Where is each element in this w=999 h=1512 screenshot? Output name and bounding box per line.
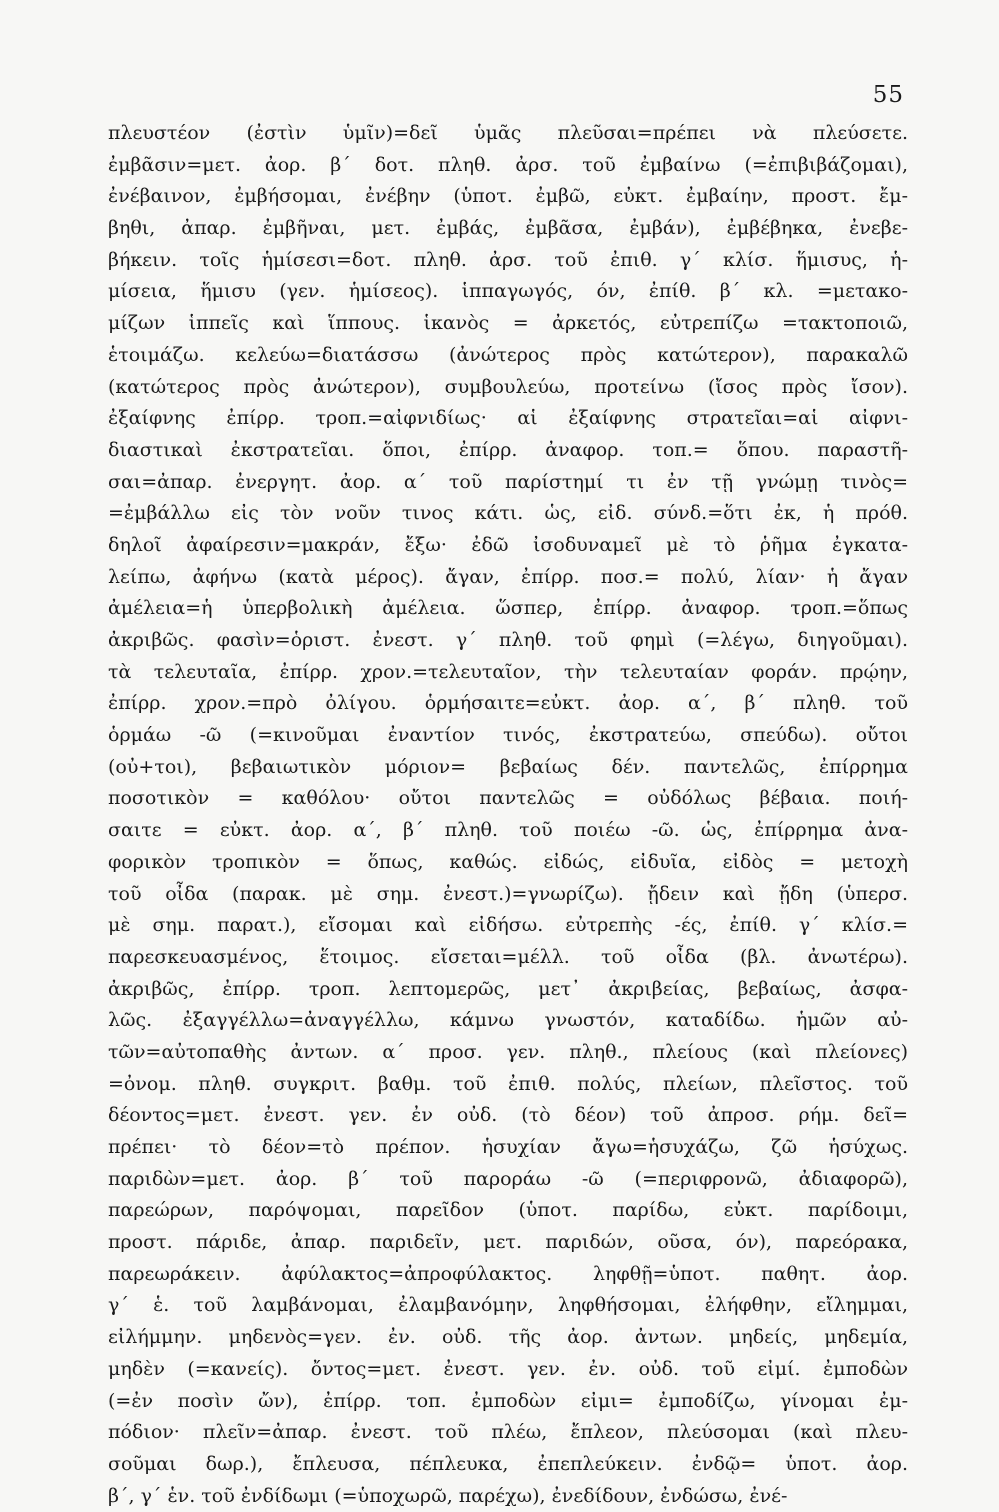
text-line: =ὀνομ. πληθ. συγκριτ. βαθμ. τοῦ ἐπιθ. πολύς, πλείων, πλεῖστος. τοῦ (108, 1072, 908, 1095)
text-line: παρεωράκειν. ἀφύλακτος=ἀπροφύλακτος. ληφθῇ=ὑποτ. παθητ. ἀορ. (108, 1262, 908, 1285)
text-line: διαστικαὶ ἐκστρατεῖαι. ὅποι, ἐπίρρ. ἀναφορ. τοπ.= ὅπου. παραστῆ- (108, 438, 908, 461)
text-line: ὁρμάω -ῶ (=κινοῦμαι ἐναντίον τινός, ἐκστρατεύω, σπεύδω). οὔτοι (108, 724, 908, 747)
text-line: ἀκριβῶς, ἐπίρρ. τροπ. λεπτομερῶς, μετ᾽ ἀκριβείας, βεβαίως, ἀσφα- (108, 977, 908, 1000)
text-line: μίζων ἱππεῖς καὶ ἵππους. ἱκανὸς = ἀρκετός, εὐτρεπίζω =τακτοποιῶ, (108, 312, 908, 335)
text-line: ἑτοιμάζω. κελεύω=διατάσσω (ἀνώτερος πρὸς κατώτερον), παρακαλῶ (108, 343, 908, 366)
text-line: μὲ σημ. παρατ.), εἴσομαι καὶ εἰδήσω. εὐτρεπὴς -ές, ἐπίθ. γ΄ κλίσ.= (108, 914, 908, 937)
text-line: ἐπίρρ. χρον.=πρὸ ὀλίγου. ὁρμήσαιτε=εὐκτ. ἀορ. α΄, β΄ πληθ. τοῦ (108, 692, 908, 715)
text-line: β΄, γ΄ ἑν. τοῦ ἐνδίδωμι (=ὑποχωρῶ, παρέχω), ἐνεδίδουν, ἐνδώσω, ἐνέ- (108, 1484, 788, 1507)
text-line: τῶν=αὐτοπαθὴς ἀντων. α΄ προσ. γεν. πληθ., πλείους (καὶ πλείονες) (108, 1040, 908, 1063)
text-line: παρεσκευασμένος, ἕτοιμος. εἴσεται=μέλλ. τοῦ οἶδα (βλ. ἀνωτέρω). (108, 945, 908, 968)
text-line: γ΄ ἑ. τοῦ λαμβάνομαι, ἐλαμβανόμην, ληφθήσομαι, ἐλήφθην, εἴλημμαι, (108, 1294, 908, 1317)
text-line: βηθι, ἀπαρ. ἐμβῆναι, μετ. ἐμβάς, ἐμβᾶσα, ἐμβάν), ἐμβέβηκα, ἐνεβε- (108, 217, 908, 240)
text-line: παρεώρων, παρόψομαι, παρεῖδον (ὑποτ. παρίδω, εὐκτ. παρίδοιμι, (108, 1199, 908, 1222)
text-line: φορικὸν τροπικὸν = ὅπως, καθώς. εἰδώς, εἰδυῖα, εἰδὸς = μετοχὴ (108, 850, 908, 873)
text-line: ἐμβᾶσιν=μετ. ἀορ. β΄ δοτ. πληθ. ἀρσ. τοῦ ἐμβαίνω (=ἐπιβιβάζομαι), (108, 153, 908, 176)
text-line: ποσοτικὸν = καθόλου· οὔτοι παντελῶς = οὐδόλως βέβαια. ποιή- (108, 787, 908, 810)
text-line: εἰλήμμην. μηδενὸς=γεν. ἐν. οὐδ. τῆς ἀορ. ἀντων. μηδείς, μηδεμία, (108, 1326, 908, 1349)
text-line: πλευστέον (ἐστὶν ὑμῖν)=δεῖ ὑμᾶς πλεῦσαι=πρέπει νὰ πλεύσετε. (108, 122, 908, 144)
text-line: ἐνέβαινον, ἐμβήσομαι, ἐνέβην (ὑποτ. ἐμβῶ, εὐκτ. ἐμβαίην, προστ. ἔμ- (108, 185, 908, 208)
text-line: δηλοῖ ἀφαίρεσιν=μακράν, ἔξω· ἐδῶ ἰσοδυναμεῖ μὲ τὸ ῥῆμα ἐγκατα- (108, 533, 908, 556)
text-line: σοῦμαι δωρ.), ἔπλευσα, πέπλευκα, ἐπεπλεύκειν. ἐνδῷ= ὑποτ. ἀορ. (108, 1452, 908, 1475)
text-line: δέοντος=μετ. ἐνεστ. γεν. ἐν οὐδ. (τὸ δέον) τοῦ ἀπροσ. ρήμ. δεῖ= (108, 1104, 908, 1127)
page-number: 55 (872, 82, 904, 108)
text-line: μηδὲν (=κανείς). ὄντος=μετ. ἐνεστ. γεν. ἐν. οὐδ. τοῦ εἰμί. ἐμποδὼν (108, 1357, 908, 1380)
text-line: πόδιον· πλεῖν=ἀπαρ. ἐνεστ. τοῦ πλέω, ἔπλεον, πλεύσομαι (καὶ πλευ- (108, 1421, 908, 1444)
text-line: (κατώτερος πρὸς ἀνώτερον), συμβουλεύω, προτείνω (ἴσος πρὸς ἴσον). (108, 375, 908, 398)
text-line: ἀμέλεια=ἡ ὑπερβολικὴ ἀμέλεια. ὥσπερ, ἐπίρρ. ἀναφορ. τροπ.=ὅπως (108, 597, 908, 620)
text-line: πρέπει· τὸ δέον=τὸ πρέπον. ἡσυχίαν ἄγω=ἡσυχάζω, ζῶ ἡσύχως. (108, 1136, 908, 1158)
text-line: βήκειν. τοῖς ἡμίσεσι=δοτ. πληθ. ἀρσ. τοῦ ἐπιθ. γ΄ κλίσ. ἥμισυς, ἡ- (108, 248, 908, 271)
text-line: (οὐ+τοι), βεβαιωτικὸν μόριον= βεβαίως δέν. παντελῶς, ἐπίρρημα (108, 755, 908, 778)
text-line: ἐξαίφνης ἐπίρρ. τροπ.=αἰφνιδίως· αἱ ἐξαίφνης στρατεῖαι=αἱ αἰφνι- (108, 407, 908, 430)
text-line: προστ. πάριδε, ἀπαρ. παριδεῖν, μετ. παριδών, οῦσα, όν), παρεόρακα, (108, 1231, 908, 1254)
text-line: μίσεια, ἥμισυ (γεν. ἡμίσεος). ἱππαγωγός, όν, ἐπίθ. β΄ κλ. =μετακο- (108, 280, 908, 303)
text-line: =ἐμβάλλω εἰς τὸν νοῦν τινος κάτι. ὡς, εἰδ. σύνδ.=ὅτι ἐκ, ἡ πρόθ. (108, 502, 908, 525)
text-line: παριδὼν=μετ. ἀορ. β΄ τοῦ παροράω -ῶ (=περιφρονῶ, ἀδιαφορῶ), (108, 1167, 908, 1190)
text-block (108, 118, 908, 1512)
text-line: (=ἐν ποσὶν ὤν), ἐπίρρ. τοπ. ἐμποδὼν εἰμι= ἐμποδίζω, γίνομαι ἐμ- (108, 1389, 908, 1412)
text-line: λῶς. ἐξαγγέλλω=ἀναγγέλλω, κάμνω γνωστόν, καταδίδω. ἡμῶν αὐ- (108, 1009, 908, 1032)
text-line: τοῦ οἶδα (παρακ. μὲ σημ. ἐνεστ.)=γνωρίζω). ᾔδειν καὶ ᾔδη (ὑπερσ. (108, 882, 908, 905)
text-line: σαι=ἀπαρ. ἐνεργητ. ἀορ. α΄ τοῦ παρίστημί τι ἐν τῇ γνώμῃ τινὸς= (108, 470, 908, 493)
text-line: σαιτε = εὐκτ. ἀορ. α΄, β΄ πληθ. τοῦ ποιέω -ῶ. ὡς, ἐπίρρημα ἀνα- (108, 819, 908, 842)
text-line: τὰ τελευταῖα, ἐπίρρ. χρον.=τελευταῖον, τὴν τελευταίαν φοράν. πρῴην, (108, 660, 908, 683)
text-line: ἀκριβῶς. φασὶν=ὁριστ. ἐνεστ. γ΄ πληθ. τοῦ φημὶ (=λέγω, διηγοῦμαι). (108, 629, 908, 651)
text-line: λείπω, ἀφήνω (κατὰ μέρος). ἄγαν, ἐπίρρ. ποσ.= πολύ, λίαν· ἡ ἄγαν (108, 565, 908, 588)
